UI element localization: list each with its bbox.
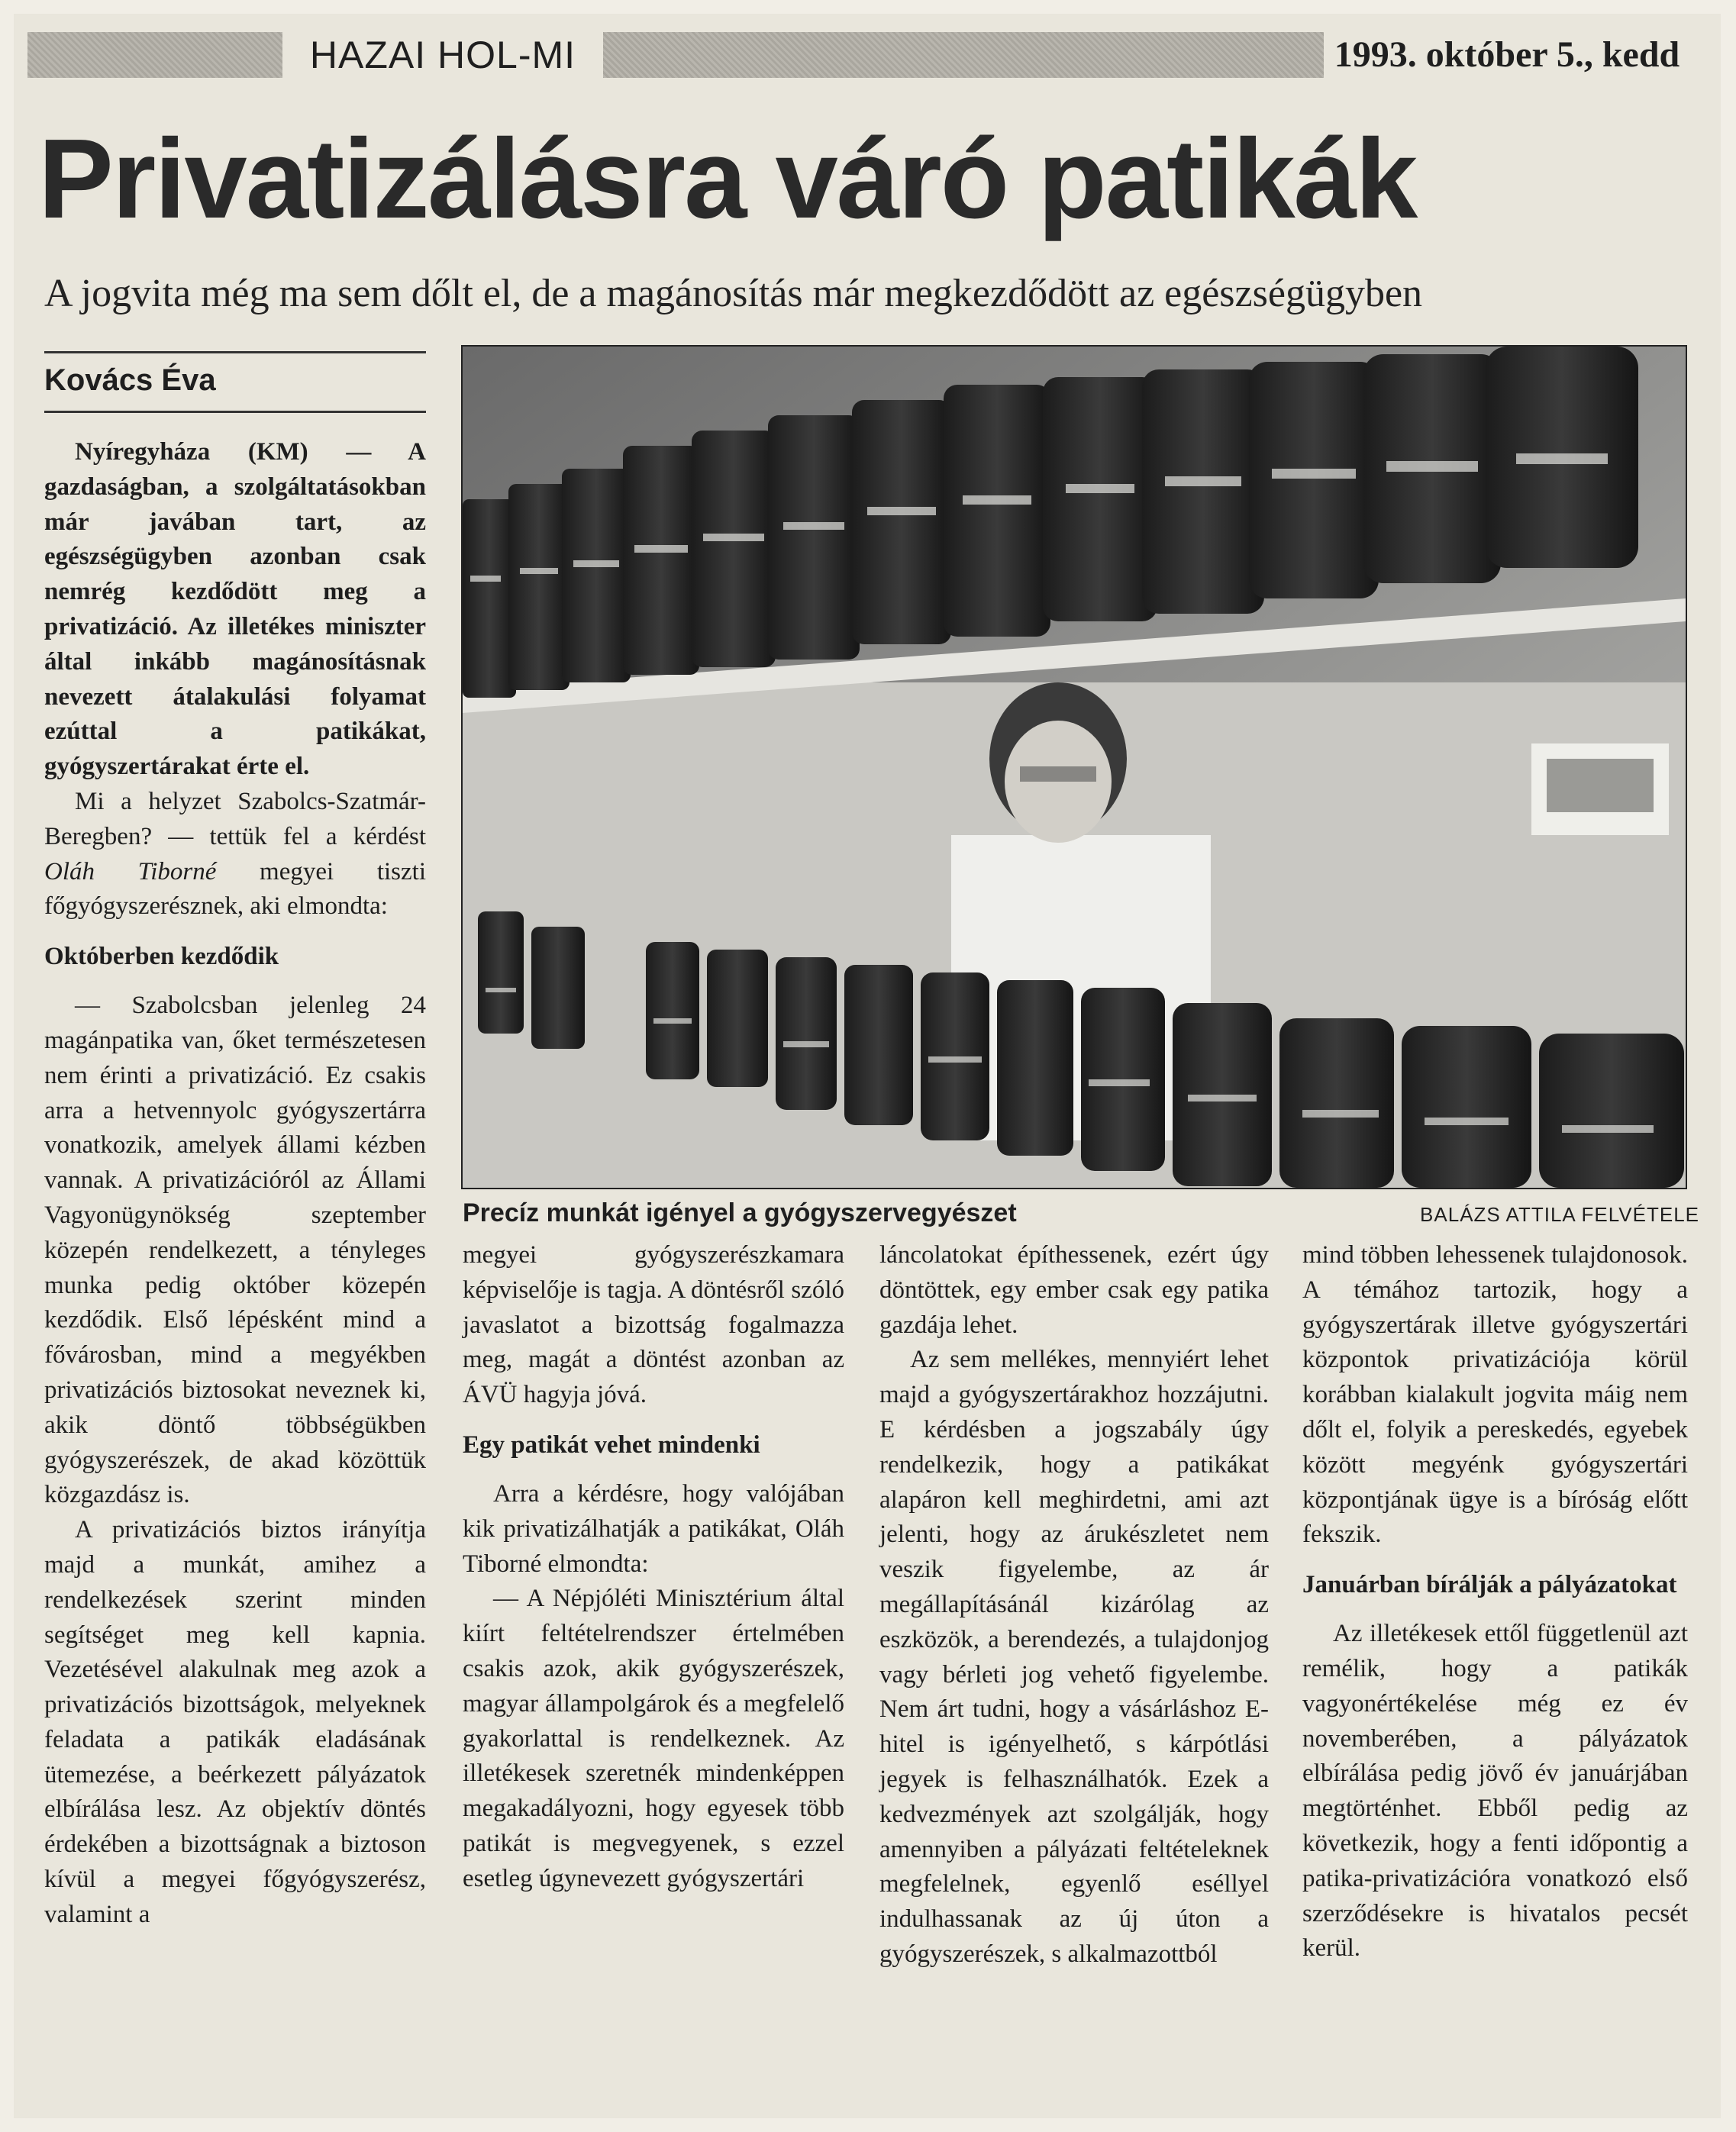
paragraph: A privatizációs biztos irányítja majd a munkát, amihez a rendelkezések szerint minden segítséget meg kell kapnia. Vezetésével alakulnak meg azok a privatizációs bizottságok, melyeknek feladata a patikák eladásának ütemezése, a beérkezett pályázatok elbírálása lesz. Az objektív döntés érdekében a bizottságnak a biztoson kívül a megyei főgyógyszerész, valamint a bbox=[44, 1516, 426, 1928]
pharmacy-lab-photo bbox=[463, 347, 1686, 1188]
section-heading: Egy patikát vehet mindenki bbox=[463, 1430, 760, 1459]
paragraph: láncolatokat építhessenek, ezért úgy döntöttek, egy ember csak egy patika gazdája lehet. bbox=[879, 1241, 1269, 1339]
article-column-2 bbox=[463, 1238, 844, 1897]
byline-rule-bottom bbox=[44, 411, 426, 413]
paragraph: mind többen lehessenek tulajdonosok. A témához tartozik, hogy a gyógyszertárak illetve gyógyszertári központok privatizációja körül korábban kialakult jogvita máig nem dőlt el, folyik a pereskedés, egyebek között megyénk gyógyszertári központjának ügye is a bíróság előtt fekszik. bbox=[1302, 1241, 1688, 1549]
byline-rule-top bbox=[44, 351, 426, 353]
article-photo bbox=[461, 345, 1687, 1189]
paragraph: — A Népjóléti Minisztérium által kiírt feltételrendszer értelmében csakis azok, akik gyógyszerészek, magyar állampolgárok és a megfelelő gyakorlattal is rendelkeznek. Az illetékesek szeretnék mindenképpen megakadályozni, hogy egyesek több patikát is megvegyenek, s ezzel esetleg úgynevezett gyógyszertári bbox=[463, 1585, 844, 1892]
text-run: Mi a helyzet Szabolcs-Szatmár-Beregben? — tettük fel a kérdést bbox=[44, 787, 426, 850]
paragraph bbox=[44, 785, 426, 924]
person-name: Oláh Tiborné bbox=[44, 857, 217, 885]
paragraph: — Szabolcsban jelenleg 24 magánpatika van, őket természetesen nem érinti a privatizáció. Ez csakis arra a hetvennyolc gyógyszertárra vonatkozik, amelyek állami kézben vannak. A privatizációról az Állami Vagyonügynökség szeptember közepén rendelkezett, a tényleges munka pedig október közepén kezdődik. Első lépésként mind a fővárosban, mind a megyékben privatizációs biztosokat neveznek ki, akik döntő többségükben gyógyszerészek, de akad közöttük közgazdász is. bbox=[44, 992, 426, 1509]
section-heading: Januárban bírálják a pályázatokat bbox=[1302, 1571, 1677, 1599]
photo-credit: BALÁZS ATTILA FELVÉTELE bbox=[1420, 1203, 1699, 1226]
photo-caption: Precíz munkát igényel a gyógyszervegyészet bbox=[463, 1198, 1017, 1227]
paragraph: Az sem mellékes, mennyiért lehet majd a gyógyszertárakhoz hozzájutni. E kérdésben a jogszabály úgy rendelkezik, hogy a patikákat alapáron kell meghirdetni, ami azt jelenti, hogy az árukészletet nem veszik figyelembe, az ár megállapításánál kizárólag az eszközök, a berendezés, a tulajdonjog vagy bérleti jog vehető figyelembe. Nem árt tudni, hogy a vásárláshoz E-hitel is igényelhető, s kárpótlási jegyek is felhasználhatók. Ezek a kedvezmények azt szolgálják, hogy amennyiben a pályázati feltételeknek megfelelnek, egyenlő eséllyel indulhassanak az új úton a gyógyszerészek, s alkalmazottból bbox=[879, 1346, 1269, 1968]
text-run: megyei tiszti főgyógyszerésznek, aki elmondta: bbox=[44, 857, 426, 921]
paragraph: Arra a kérdésre, hogy valójában kik privatizálhatják a patikákat, Oláh Tiborné elmondta: bbox=[463, 1479, 844, 1578]
article-column-4 bbox=[1302, 1238, 1688, 1966]
article-column-1 bbox=[44, 435, 426, 1933]
lead-paragraph: Nyíregyháza (KM) — A gazdaságban, a szolgáltatásokban már javában tart, az egészségügyben azonban csak nemrég kezdődött meg a privatizáció. Az illetékes miniszter által inkább magánosításnak nevezett átalakulási folyamat ezúttal a patikákat, gyógyszertárakat érte el. bbox=[44, 438, 426, 781]
paragraph: megyei gyógyszerészkamara képviselője is tagja. A döntésről szóló javaslatot a bizottság fogalmazza meg, magát a döntést azonban az ÁVÜ hagyja jóvá. bbox=[463, 1241, 844, 1409]
subheadline: A jogvita még ma sem dőlt el, de a magánosítás már megkezdődött az egészségügyben bbox=[44, 272, 1423, 315]
section-label: HAZAI HOL-MI bbox=[282, 31, 603, 79]
issue-date: 1993. október 5., kedd bbox=[1324, 31, 1690, 79]
article-column-3 bbox=[879, 1238, 1269, 1972]
paragraph: Az illetékesek ettől függetlenül azt remélik, hogy a patikák vagyonértékelése még ez év novemberében, a pályázatok elbírálása pedig jövő év januárjában megtörténhet. Ebből pedig az következik, hogy a fenti időpontig a patika-privatizációra vonatkozó első szerződésekre is hivatalos pecsét kerül. bbox=[1302, 1620, 1688, 1963]
headline: Privatizálásra váró patikák bbox=[38, 116, 1417, 242]
section-heading: Októberben kezdődik bbox=[44, 943, 279, 971]
byline: Kovács Éva bbox=[44, 363, 216, 397]
